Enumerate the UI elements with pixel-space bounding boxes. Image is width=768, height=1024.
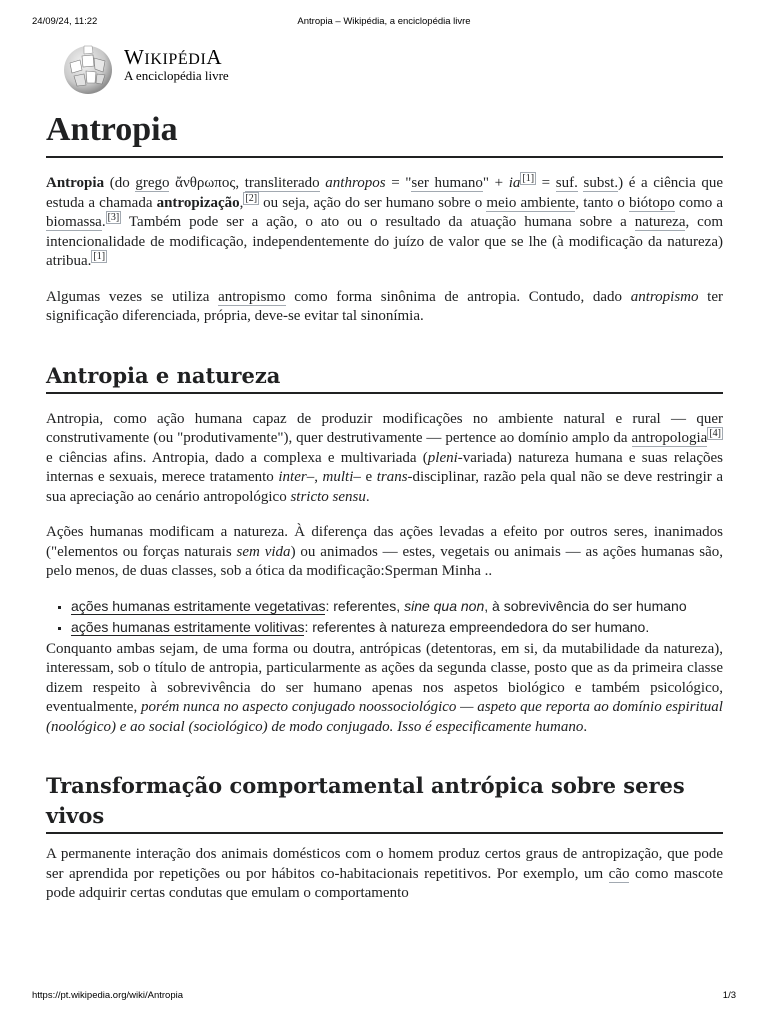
link-acoes-vegetativas[interactable]: ações humanas estritamente vegetativas [71, 597, 326, 614]
link-ser-humano[interactable]: ser humano [411, 175, 483, 191]
link-acoes-volitivas[interactable]: ações humanas estritamente volitivas [71, 618, 305, 635]
print-url[interactable]: https://pt.wikipedia.org/wiki/Antropia [32, 990, 184, 1001]
link-biotopo[interactable]: biótopo [628, 194, 675, 211]
paragraph-conquanto: Conquanto ambas sejam, de uma forma ou doutra, antrópicas (detentoras, em si, da mutabilidade da natureza), interessam, sob o título de antropia, particularmente as ações da segunda classe, posto que as da primeira classe dizem respeito à sobrevivência do ser humano apenas nos aspetos biológico e também psicológico, eventualmente, porém nunca no aspecto conjugado noossociológico — aspeto que reporta ao domínio espiritual (noológico) e ao social (sociológico) de modo conjugado. Isso é especificamente humano. [46, 640, 723, 735]
print-header [32, 16, 736, 30]
reference-2[interactable]: [2] [245, 192, 258, 204]
reference-1[interactable]: [1] [522, 173, 535, 184]
section-heading-transformacao: Transformação comportamental antrópica sobre seres vivos [46, 771, 723, 834]
wikipedia-logo[interactable] [62, 40, 262, 92]
print-page-title: Antropia – Wikipédia, a enciclopédia livre [297, 16, 471, 27]
link-antropismo[interactable]: antropismo [218, 288, 286, 305]
paragraph-interacao: A permanente interação dos animais domésticos com o homem produz certos graus de antropização, que pode ser aprendida por repetições ou por hábitos co-habitacionais repetitivos. Por exemplo, um cão como mascote pode adquirir certas condutas que emulam o comportamento [46, 846, 723, 901]
section-heading-antropia-natureza: Antropia e natureza [46, 361, 723, 394]
list-item: ▪ ações humanas estritamente volitivas: referentes à natureza empreendedora do ser humano. [71, 619, 723, 636]
paragraph-antropia-acao: Antropia, como ação humana capaz de produzir modificações no ambiente natural e rural — quer construtivamente (ou "produtivamente"), quer destrutivamente — pertence ao domínio amplo da antropologia [4] e ciências afins. Antropia, dado a complexa e multivariada (pleni-variada) natureza humana e suas relações internas e sexuais, merece tratamento inter–, multi– e trans-disciplinar, razão pela qual não se deve restringir a sua apreciação ao cenário antropológico stricto sensu. [46, 410, 723, 505]
link-transliterado[interactable]: transliterado [244, 175, 320, 191]
print-datetime: 24/09/24, 11:22 [32, 16, 98, 27]
link-biomassa[interactable]: biomassa [46, 214, 102, 230]
reference-4[interactable]: [4] [709, 428, 721, 439]
link-subst[interactable]: subst. [583, 175, 619, 191]
paragraph-antropismo: Algumas vezes se utiliza antropismo como forma sinônima de antropia. Contudo, dado antropismo ter significação diferenciada, própria, deve-se evitar tal sinonímia. [46, 288, 723, 324]
wikipedia-wordmark: WIKIPÉDIA [124, 45, 223, 69]
article-content [46, 102, 723, 904]
reference-1b[interactable]: [1] [93, 251, 106, 262]
list-acoes [46, 598, 723, 636]
wikipedia-tagline: A enciclopédia livre [124, 68, 229, 83]
article-title: Antropia [46, 102, 723, 158]
link-grego[interactable]: grego [135, 175, 170, 191]
link-cao[interactable]: cão [608, 865, 630, 882]
list-item: ▪ ações humanas estritamente vegetativas: referentes, sine qua non, à sobrevivência do ser humano [71, 598, 723, 615]
reference-3[interactable]: [3] [107, 212, 120, 223]
print-page-count: 1/3 [722, 990, 736, 1001]
paragraph-intro: Antropia (do grego ἄνθρωπος, transliterado anthropos = "ser humano" + ia [1] = suf. subst.) é a ciência que estuda a chamada antropização, [2] ou seja, ação do ser humano sobre o meio ambiente, tanto o biótopo como a biomassa. [3] Também pode ser a ação, o ato ou o resultado da atuação humana sobre a natureza, com intencionalidade de modificação, independentemente do juízo de valor que se lhe (à modificação da natureza) atribua. [1] [46, 173, 724, 269]
link-meio-ambiente[interactable]: meio ambiente [486, 194, 576, 211]
link-antropologia[interactable]: antropologia [631, 430, 708, 446]
link-suf[interactable]: suf. [555, 175, 578, 191]
print-footer [32, 990, 736, 1004]
wikipedia-globe-icon [62, 43, 114, 95]
link-natureza[interactable]: natureza [634, 214, 686, 230]
paragraph-acoes-humanas: Ações humanas modificam a natureza. À diferença das ações levadas a efeito por outros seres, inanimados ("elementos ou forças naturais sem vida) ou animados — estes, vegetais ou animais — as ações humanas são, pelo menos, de duas classes, sob a ótica da modificação:Sperman Minha .. [46, 524, 724, 579]
